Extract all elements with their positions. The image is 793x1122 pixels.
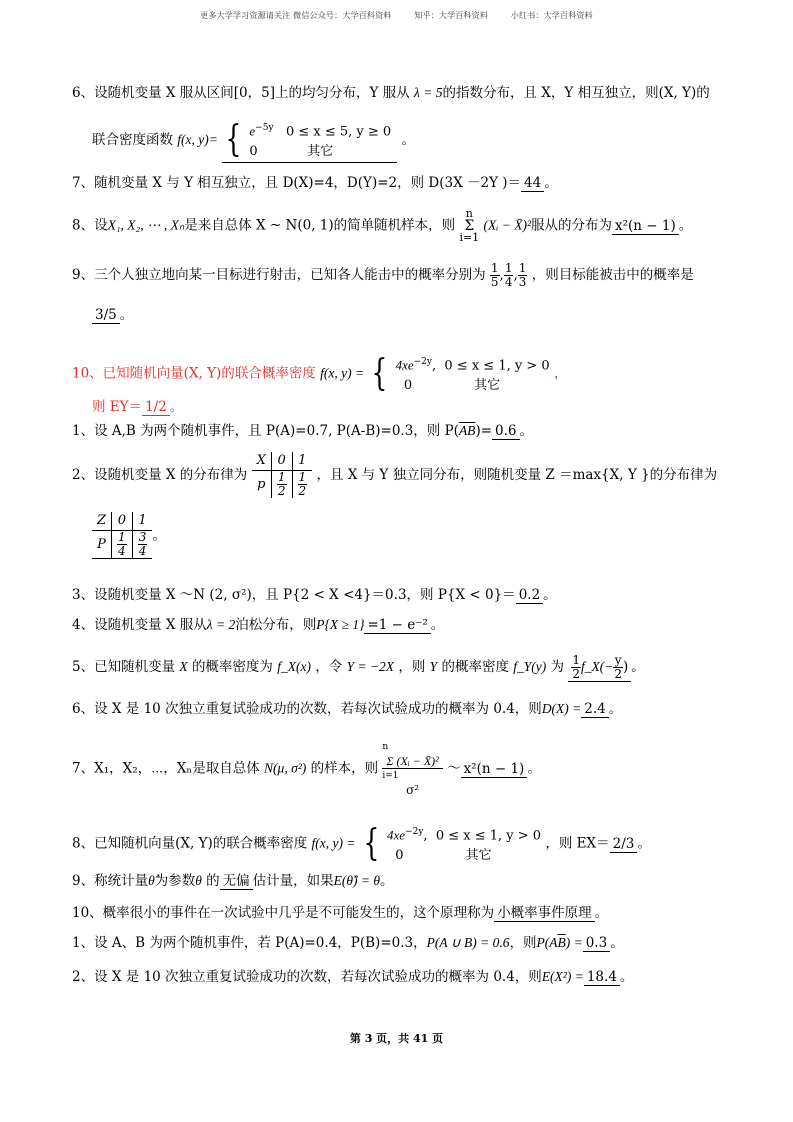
q5b: 5、已知随机变量 X 的概率密度为 f_X(x) ，令 Y = −2X ，则 Y 的概率密度 f_Y(y) 为 $\frac{1}{2}$ f_X(− $\frac{y}{2}$ ) 。: [72, 653, 645, 681]
q2b: 2、设随机变量 X 的分布律为 X 0 1 p $\frac{1}{2}$ $\frac{1}{2}$ ，且 X 与 Y 独立同分布，则随机变量 Z ＝max{X, Y }的分布律为: [72, 453, 718, 498]
q5b-answer: $\frac{1}{2}$ f_X(− $\frac{y}{2}$ ): [568, 654, 631, 682]
page-header: [0, 10, 793, 21]
q9b: 9、称统计量θ̂为参数θ 的 无偏 估计量，如果E(θ̂) = θ。: [72, 873, 394, 889]
q1c-answer: 0.3: [583, 935, 610, 952]
header-left: 更多大学学习资源请关注 微信公众号：大学百科资料: [200, 11, 392, 20]
q7a: 7、随机变量 X 与 Y 相互独立，且 D(X)=4，D(Y)=2，则 D(3X －2Y )＝ 44 。: [72, 175, 558, 191]
q6a-brace: {: [225, 119, 242, 161]
q4b: 4、设随机变量 X 服从λ = 2泊松分布，则P{X ≥ 1} =1 − e⁻² 。: [72, 617, 445, 633]
q10a-answer: 1/2: [142, 399, 170, 416]
q6b: 6、设 X 是 10 次独立重复试验成功的次数，若每次试验成功的概率为 0.4，则D(X) = 2.4 。: [72, 701, 623, 717]
page-footer: 第 3 页，共 41 页: [349, 1032, 444, 1045]
q2b-dist-table: X 0 1 p $\frac{1}{2}$ $\frac{1}{2}$: [252, 452, 313, 498]
q1b-answer: 0.6: [492, 423, 519, 440]
q7b: 7、X₁，X₂，⋯，Xₙ是取自总体 N(μ, σ²) 的样本，则 n Σ (Xᵢ − X̄)² i=1 σ² ～ x²(n − 1) 。: [72, 742, 541, 797]
header-mid: 知乎：大学百科资料: [414, 11, 489, 20]
q4b-answer: =1 − e⁻²: [364, 617, 430, 634]
q3b-answer: 0.2: [516, 587, 543, 604]
q7b-answer: x²(n − 1): [461, 761, 528, 778]
q2c-answer: 18.4: [584, 969, 620, 986]
q10b: 10、概率很小的事件在一次试验中几乎是不可能发生的，这个原理称为 小概率事件原理 。: [72, 905, 609, 921]
q2b-answer: Z 0 1 P $\frac{1}{4}$ $\frac{3}{4}$ 。: [92, 512, 166, 568]
q6a-piecewise: [222, 118, 397, 163]
q9a-answer-line: 3/5 。: [92, 306, 133, 324]
header-right: 小红书：大学百科资料: [510, 11, 593, 20]
q8a-sum: n Σ i=1: [459, 207, 480, 244]
q7b-fraction: n Σ (Xᵢ − X̄)² i=1 σ²: [382, 740, 442, 797]
q2b-z-table: Z 0 1 P $\frac{1}{4}$ $\frac{3}{4}$: [92, 512, 152, 559]
q6b-answer: 2.4: [581, 701, 608, 718]
q2c: 2、设 X 是 10 次独立重复试验成功的次数，若每次试验成功的概率为 0.4，则E(X²) = 18.4 。: [72, 969, 634, 985]
q8a: 8、设X₁, X₂, ⋯ , Xₙ是来自总体 X ~ N(0, 1)的简单随机样本，则 n Σ i=1 (Xᵢ − X̄)²服从的分布为 x²(n − 1) 。: [72, 207, 693, 244]
q6a-label: 联合密度函数: [92, 132, 173, 149]
q6a-rows: $e^{-5y}$ 0 ≤ x ≤ 5, y ≥ 0 0 其它: [249, 123, 392, 160]
q6a-line2: 联合密度函数 f(x, y)= { $e^{-5y}$ 0 ≤ x ≤ 5, y ≥ 0 0 其它 。: [92, 118, 415, 163]
q3b: 3、设随机变量 X ～N (2, σ²)，且 P{2 < X <4}＝0.3，则 P{X < 0}＝ 0.2 。: [72, 587, 557, 603]
q9a: 9、三个人独立地向某一目标进行射击，已知各人能击中的概率分别为 $\frac{1}{5}$ , $\frac{1}{4}$ , $\frac{1}{3}$ ，则目标能被击中的概率是: [72, 261, 694, 289]
q6a-line1: [72, 84, 710, 102]
q9a-answer: 3/5: [92, 307, 120, 324]
q6a-func: f(x, y)=: [177, 132, 218, 148]
q6a-lambda: λ = 5: [414, 85, 443, 100]
q10b-answer: 小概率事件原理: [494, 905, 595, 922]
q6a-text: 设随机变量 X 服从区间[0，5]上的均匀分布，Y 服从: [94, 85, 410, 101]
q1b: 1、设 A,B 为两个随机事件，且 P(A)=0.7, P(A-B)=0.3，则 $P(\overline{AB})= 0.6$ 。: [72, 423, 534, 439]
q10a-answer-line: 则 EY＝ 1/2 。: [92, 399, 184, 415]
q10a: 10、已知随机向量(X, Y)的联合概率密度 f(x, y) = { $4xe^{-2y}$, 0 ≤ x ≤ 1, y > 0 0 其它 ，: [72, 353, 568, 395]
q6a-text2: 的指数分布，且 X，Y 相互独立，则(X, Y)的: [442, 85, 710, 101]
q9b-answer: 无偏: [220, 873, 253, 890]
q8b-answer: 2/3: [610, 836, 638, 853]
q6a-num: 6、: [72, 85, 95, 101]
q7a-answer: 44: [521, 175, 544, 192]
q8a-answer: x²(n − 1): [612, 218, 679, 235]
q8b: 8、已知随机向量(X, Y)的联合概率密度 f(x, y) = { $4xe^{-2y}$, 0 ≤ x ≤ 1, y > 0 0 其它 ，则 EX＝ 2/3 。: [72, 823, 651, 865]
q1c: 1、设 A、B 为两个随机事件，若 P(A)=0.4，P(B)=0.3，P(A ∪ B) = 0.6，则$P(A\overline{B}) = 0.3$ 。: [72, 935, 624, 951]
